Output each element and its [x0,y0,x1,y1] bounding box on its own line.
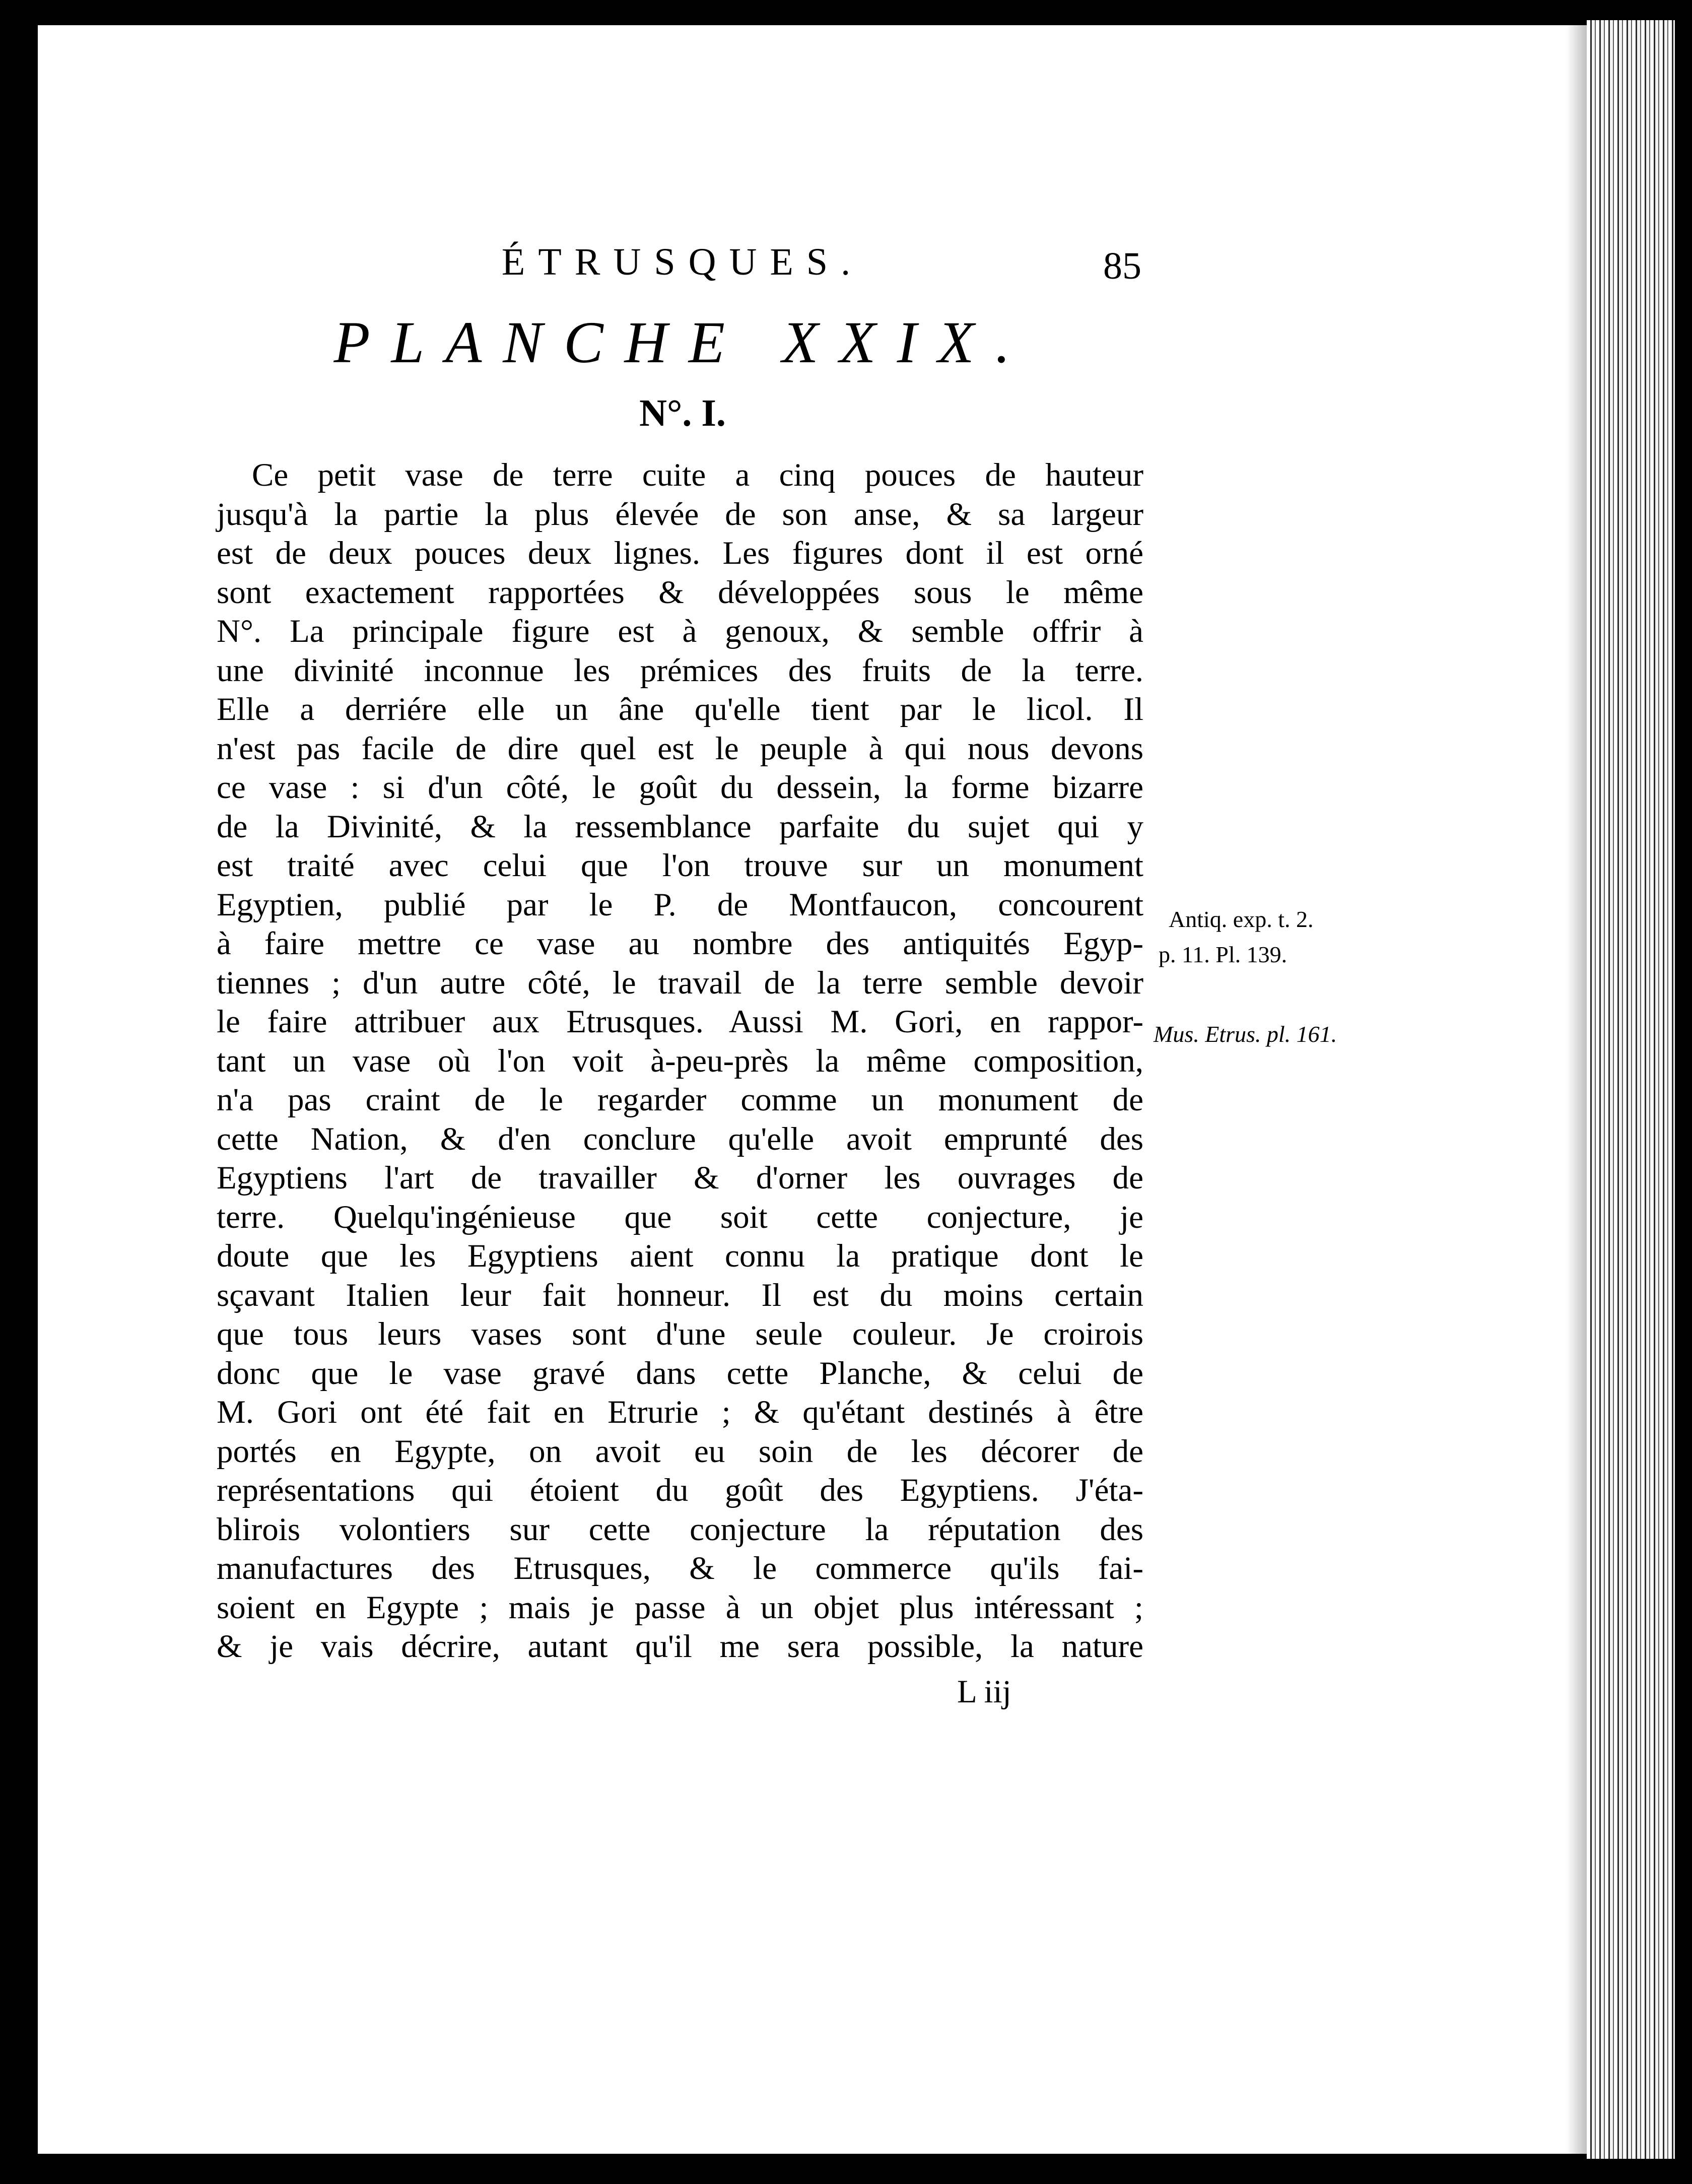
body-line: Egyptien, publié par le P. de Montfaucon, concourent [217,886,1143,923]
signature-mark: L iij [957,1674,1011,1710]
body-line: une divinité inconnue les prémices des fruits de la terre. [217,652,1143,689]
running-head: ÉTRUSQUES. [501,241,864,283]
body-line: est traité avec celui que l'on trouve sur un monument [217,847,1143,884]
body-line: cette Nation, & d'en conclure qu'elle avoit emprunté des [217,1120,1143,1157]
body-line: donc que le vase gravé dans cette Planche, & celui de [217,1355,1143,1392]
item-number: N°. I. [639,392,726,434]
body-line: Elle a derriére elle un âne qu'elle tient par le licol. Il [217,691,1143,727]
body-line: le faire attribuer aux Etrusques. Aussi M. Gori, en rappor- [217,1004,1143,1040]
body-line: blirois volontiers sur cette conjecture la réputation des [217,1511,1143,1548]
body-line: tant un vase où l'on voit à-peu-près la même composition, [217,1042,1143,1079]
body-text [217,456,1143,1667]
body-line: jusqu'à la partie la plus élevée de son anse, & sa largeur [217,496,1143,533]
body-line: Egyptiens l'art de travailler & d'orner les ouvrages de [217,1160,1143,1196]
margin-note-antiq-1: Antiq. exp. t. 2. [1169,906,1314,932]
book-page-edges [1587,20,1675,2159]
page-gutter-shadow [1567,25,1587,2154]
body-line: de la Divinité, & la ressemblance parfaite du sujet qui y [217,808,1143,845]
body-line: M. Gori ont été fait en Etrurie ; & qu'étant destinés à être [217,1394,1143,1430]
body-line: ce vase : si d'un côté, le goût du dessein, la forme bizarre [217,769,1143,806]
plate-title: PLANCHE XXIX. [333,309,1032,375]
body-line: est de deux pouces deux lignes. Les figures dont il est orné [217,535,1143,571]
body-line: terre. Quelqu'ingénieuse que soit cette conjecture, je [217,1199,1143,1235]
body-line: sçavant Italien leur fait honneur. Il est du moins certain [217,1277,1143,1313]
body-line: soient en Egypte ; mais je passe à un objet plus intéressant ; [217,1589,1143,1626]
body-line: que tous leurs vases sont d'une seule couleur. Je croirois [217,1316,1143,1352]
margin-note-mus-etrus: Mus. Etrus. pl. 161. [1154,1021,1337,1047]
margin-note-antiq-2: p. 11. Pl. 139. [1159,942,1288,967]
body-line: n'est pas facile de dire quel est le peuple à qui nous devons [217,730,1143,767]
body-line: N°. La principale figure est à genoux, & semble offrir à [217,613,1143,649]
body-line: manufactures des Etrusques, & le commerce qu'ils fai- [217,1550,1143,1586]
body-line: représentations qui étoient du goût des Egyptiens. J'éta- [217,1472,1143,1508]
body-line: n'a pas craint de le regarder comme un monument de [217,1082,1143,1118]
body-line: & je vais décrire, autant qu'il me sera possible, la nature [217,1628,1143,1665]
body-line: portés en Egypte, on avoit eu soin de les décorer de [217,1433,1143,1470]
body-line: à faire mettre ce vase au nombre des antiquités Egyp- [217,925,1143,962]
body-line: Ce petit vase de terre cuite a cinq pouces de hauteur [252,457,1143,493]
body-line: tiennes ; d'un autre côté, le travail de la terre semble devoir [217,964,1143,1001]
body-line: doute que les Egyptiens aient connu la pratique dont le [217,1238,1143,1274]
page-number: 85 [1103,245,1141,287]
body-line: sont exactement rapportées & développées sous le même [217,574,1143,611]
